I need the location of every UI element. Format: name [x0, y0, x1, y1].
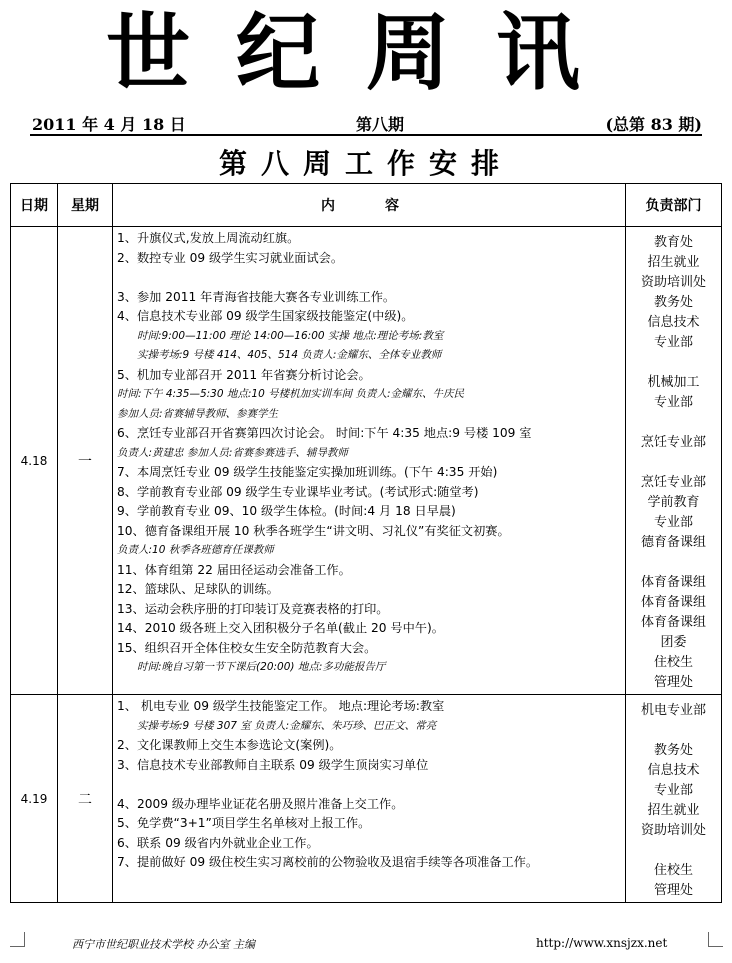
row-departments	[626, 695, 722, 903]
department-label: 体育备课组	[640, 575, 706, 590]
task-item: 1、升旗仪式,发放上周流动红旗。	[117, 231, 300, 245]
task-item: 5、免学费“3+1”项目学生名单核对上报工作。	[117, 816, 371, 830]
issue-line	[30, 112, 702, 136]
task-item: 3、参加 2011 年青海省技能大赛各专业训练工作。	[117, 289, 396, 304]
masthead: 世纪周讯	[105, 3, 626, 102]
row-date: 4.18	[11, 227, 58, 695]
department-label: 资助培训处	[640, 823, 706, 838]
department-label: 德育备课组	[640, 535, 706, 550]
department-label: 体育备课组	[640, 595, 706, 610]
task-item: 4、信息技术专业部 09 级学生国家级技能鉴定(中级)。	[117, 309, 414, 323]
header-day: 星期	[58, 184, 113, 227]
department-spacer	[627, 721, 720, 741]
task-item: 14、2010 级各班上交入团积极分子名单(截止 20 号中午)。	[117, 621, 444, 635]
footer-url[interactable]: http://www.xnsjzx.net	[536, 936, 668, 950]
row-weekday: 一	[58, 227, 113, 695]
department-label: 体育备课组	[640, 615, 706, 630]
department-label: 管理处	[653, 675, 693, 690]
department-label: 招生就业	[647, 255, 700, 270]
task-item: 负责人:10 秋季各班德育任课教师	[117, 544, 274, 556]
department-label: 招生就业	[647, 803, 700, 818]
header-dept: 负责部门	[626, 184, 722, 227]
task-item: 10、德育备课组开展 10 秋季各班学生“讲文明、习礼仪”有奖征文初赛。	[117, 523, 510, 538]
task-item: 2、数控专业 09 级学生实习就业面试会。	[117, 250, 344, 265]
issue-number: 第八期	[356, 115, 405, 134]
task-item: 2、文化课教师上交生本参选论文(案例)。	[117, 738, 342, 752]
task-item: 12、篮球队、足球队的训练。	[117, 582, 279, 596]
department-spacer	[627, 413, 720, 433]
department-label: 住校生	[653, 863, 693, 878]
department-label: 专业部	[653, 783, 693, 798]
department-label: 教务处	[653, 743, 693, 758]
task-item: 9、学前教育专业 09、10 级学生体检。(时间:4 月 18 日早晨)	[117, 504, 456, 518]
department-label: 教育处	[653, 235, 693, 250]
department-label: 专业部	[653, 395, 693, 410]
header-content: 内 容	[113, 184, 626, 227]
department-spacer	[627, 553, 720, 573]
table-header-row	[11, 184, 722, 227]
task-item: 参加人员:省赛辅导教师、参赛学生	[117, 407, 279, 420]
task-item: 3、信息技术专业部教师自主联系 09 级学生顶岗实习单位	[117, 757, 429, 772]
department-label: 烹饪专业部	[640, 475, 706, 490]
department-label: 专业部	[653, 335, 693, 350]
row-departments	[626, 227, 722, 695]
department-label: 管理处	[653, 883, 693, 898]
table-row	[11, 227, 722, 695]
footer-editor: 西宁市世纪职业技术学校 办公室 主编	[72, 938, 255, 951]
task-item: 负责人:黄建忠 参加人员:省赛参赛选手、辅导教师	[117, 446, 348, 459]
department-label: 学前教育	[647, 495, 700, 510]
task-item: 时间:下午 4:35—5:30 地点:10 号楼机加实训车间 负责人:金耀东、牛庆民	[117, 388, 464, 400]
table-row	[11, 695, 722, 903]
department-label: 教务处	[653, 295, 693, 310]
task-item: 15、组织召开全体住校女生安全防范教育大会。	[117, 640, 377, 655]
task-item: 实操考场:9 号楼 414、405、514 负责人:金耀东、全体专业教师	[137, 349, 442, 361]
row-weekday: 二	[58, 695, 113, 903]
department-label: 烹饪专业部	[640, 435, 706, 450]
task-item: 6、烹饪专业部召开省赛第四次讨论会。 时间:下午 4:35 地点:9 号楼 109 室	[117, 426, 532, 440]
task-item: 4、2009 级办理毕业证花名册及照片准备上交工作。	[117, 796, 404, 811]
task-item: 8、学前教育专业部 09 级学生专业课毕业考试。(考试形式:随堂考)	[117, 484, 479, 499]
task-item: 1、 机电专业 09 级学生技能鉴定工作。 地点:理论考场:教室	[117, 699, 445, 713]
task-item: 6、联系 09 级省内外就业企业工作。	[117, 835, 319, 850]
department-label: 信息技术	[647, 315, 700, 330]
task-spacer	[117, 268, 621, 288]
issue-total: (总第 83 期)	[605, 115, 702, 134]
department-label: 资助培训处	[640, 275, 706, 290]
issue-date: 2011 年 4 月 18 日	[32, 115, 186, 134]
department-spacer	[627, 841, 720, 861]
footer	[0, 932, 732, 956]
header-date: 日期	[11, 184, 58, 227]
task-item: 11、体育组第 22 届田径运动会准备工作。	[117, 562, 351, 577]
row-content	[113, 227, 626, 695]
department-label: 机电专业部	[640, 703, 706, 718]
task-item: 7、提前做好 09 级住校生实习离校前的公物验收及退宿手续等各项准备工作。	[117, 855, 539, 869]
row-date: 4.19	[11, 695, 58, 903]
department-label: 住校生	[653, 655, 693, 670]
task-item: 7、本周烹饪专业 09 级学生技能鉴定实操加班训练。(下午 4:35 开始)	[117, 465, 498, 479]
department-label: 机械加工	[647, 375, 700, 390]
department-spacer	[627, 353, 720, 373]
schedule-table	[10, 183, 722, 903]
task-item: 时间:晚自习第一节下课后(20:00) 地点:多功能报告厅	[137, 661, 386, 673]
department-label: 团委	[660, 635, 687, 650]
row-content	[113, 695, 626, 903]
task-item: 时间:9:00—11:00 理论 14:00—16:00 实操 地点:理论考场:教室	[137, 329, 444, 342]
page-title: 第八周工作安排	[218, 147, 513, 180]
department-spacer	[627, 453, 720, 473]
department-label: 信息技术	[647, 763, 700, 778]
task-item: 实操考场:9 号楼 307 室 负责人:金耀东、朱巧珍、巴正文、常亮	[137, 719, 437, 732]
task-item: 5、机加专业部召开 2011 年省赛分析讨论会。	[117, 367, 371, 382]
task-spacer	[117, 775, 621, 795]
task-item: 13、运动会秩序册的打印装订及竞赛表格的打印。	[117, 601, 389, 616]
department-label: 专业部	[653, 515, 693, 530]
